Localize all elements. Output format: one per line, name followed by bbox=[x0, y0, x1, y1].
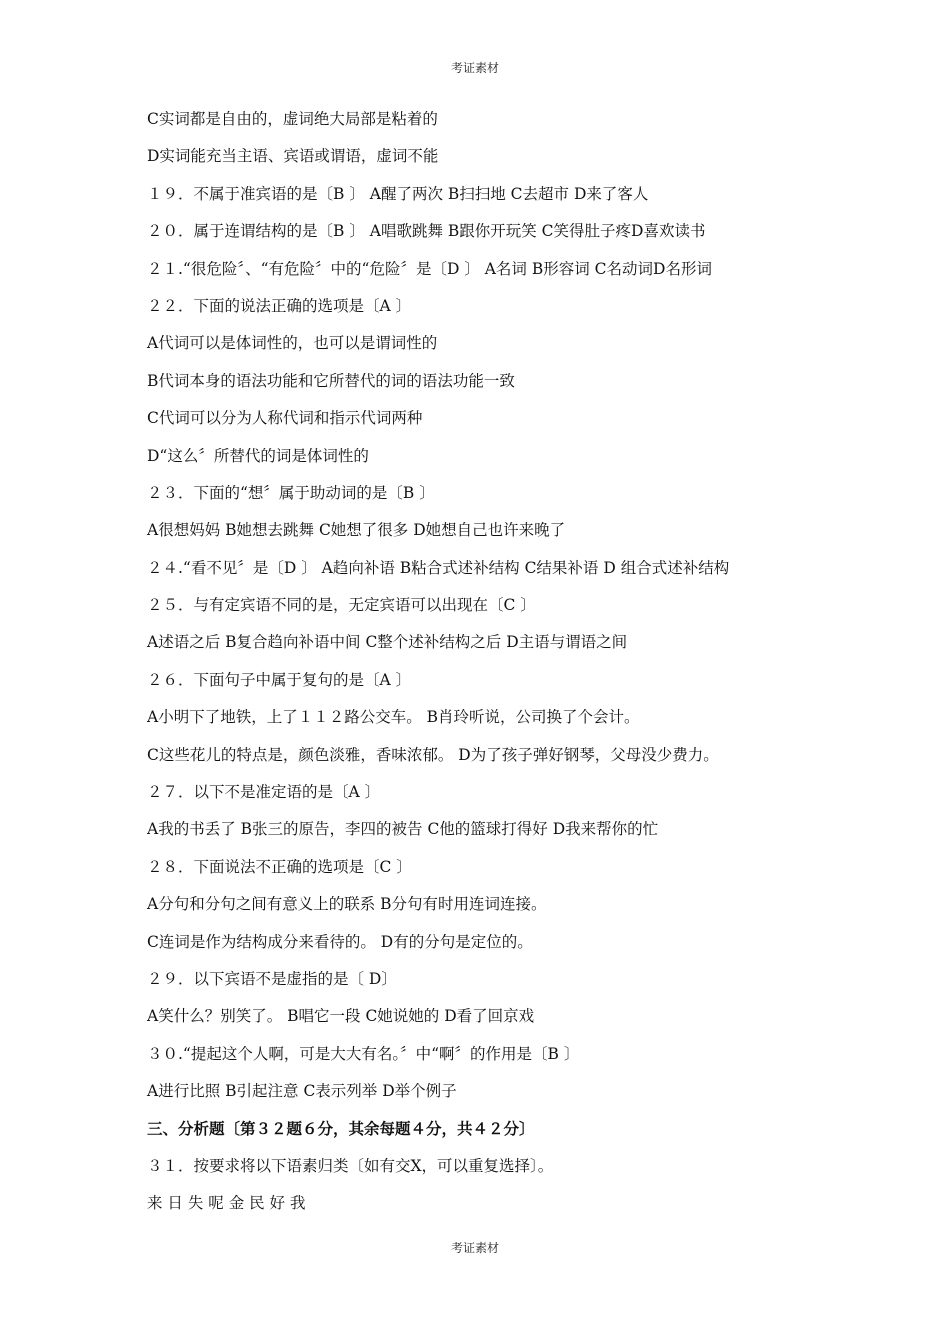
text-line: ２１.“很危险〞、“有危险〞中的“危险〞是〔D 〕 A名词 B形容词 C名动词D名形词 bbox=[147, 259, 712, 278]
page-header: 考证素材 bbox=[450, 61, 499, 75]
text-line: A很想妈妈 B她想去跳舞 C她想了很多 D她想自己也许来晚了 bbox=[147, 521, 566, 540]
text-line: A进行比照 B引起注意 C表示列举 D举个例子 bbox=[147, 1082, 457, 1101]
section-heading: 三、分析题〔第３２题６分，其余每题４分，共４２分〕 bbox=[147, 1118, 535, 1138]
text-line: ２４.“看不见〞是〔D 〕 A趋向补语 B粘合式述补结构 C结果补语 D 组合式述补结构 bbox=[147, 558, 730, 577]
text-line: ３０.“提起这个人啊，可是大大有名。〞中“啊〞的作用是〔B 〕 bbox=[147, 1044, 580, 1063]
text-line: ２０．属于连谓结构的是〔B 〕 A唱歌跳舞 B跟你开玩笑 C笑得肚子疼D喜欢读书 bbox=[147, 222, 706, 241]
text-line: B代词本身的语法功能和它所替代的词的语法功能一致 bbox=[147, 371, 515, 390]
text-line: ２６．下面句子中属于复句的是〔A 〕 bbox=[147, 670, 412, 689]
page-footer: 考证素材 bbox=[450, 1241, 499, 1255]
text-line: D“这么〞所替代的词是体词性的 bbox=[147, 446, 369, 465]
text-line: １９．不属于准宾语的是〔B 〕 A醒了两次 B扫扫地 C去超市 D来了客人 bbox=[147, 184, 649, 203]
text-line: 来 日 失 呢 金 民 好 我 bbox=[147, 1194, 306, 1213]
text-line: A我的书丢了 B张三的原告，李四的被告 C他的篮球打得好 D我来帮你的忙 bbox=[147, 820, 659, 839]
text-line: ２５．与有定宾语不同的是，无定宾语可以出现在〔C 〕 bbox=[147, 596, 536, 615]
text-line: A代词可以是体词性的，也可以是谓词性的 bbox=[147, 334, 438, 353]
text-line: ２７．以下不是准定语的是〔A 〕 bbox=[147, 783, 381, 802]
text-line: C代词可以分为人称代词和指示代词两种 bbox=[147, 409, 423, 428]
text-line: ２３．下面的“想〞属于助动词的是〔B 〕 bbox=[147, 483, 435, 502]
document-body bbox=[147, 105, 847, 1227]
text-line: C连词是作为结构成分来看待的。 D有的分句是定位的。 bbox=[147, 932, 533, 951]
text-line: A述语之后 B复合趋向补语中间 C整个述补结构之后 D主语与谓语之间 bbox=[147, 633, 628, 652]
text-line: C实词都是自由的，虚词绝大局部是粘着的 bbox=[147, 110, 438, 128]
text-line: ３１．按要求将以下语素归类〔如有交X，可以重复选择〕。 bbox=[147, 1156, 554, 1175]
text-line: C这些花儿的特点是，颜色淡雅，香味浓郁。 D为了孩子弹好钢琴，父母没少费力。 bbox=[147, 745, 719, 764]
text-line: ２２．下面的说法正确的选项是〔A 〕 bbox=[147, 296, 412, 315]
text-line: A小明下了地铁，上了１１２路公交车。 B肖玲听说，公司换了个会计。 bbox=[147, 708, 640, 727]
text-line: ２９．以下宾语不是虚指的是〔 D〕 bbox=[147, 969, 397, 988]
text-line: D实词能充当主语、宾语或谓语，虚词不能 bbox=[147, 147, 439, 166]
text-line: A笑什么？别笑了。 B唱它一段 C她说她的 D看了回京戏 bbox=[147, 1007, 535, 1026]
text-line: A分句和分句之间有意义上的联系 B分句有时用连词连接。 bbox=[147, 895, 547, 914]
text-line: ２８．下面说法不正确的选项是〔C 〕 bbox=[147, 857, 412, 876]
